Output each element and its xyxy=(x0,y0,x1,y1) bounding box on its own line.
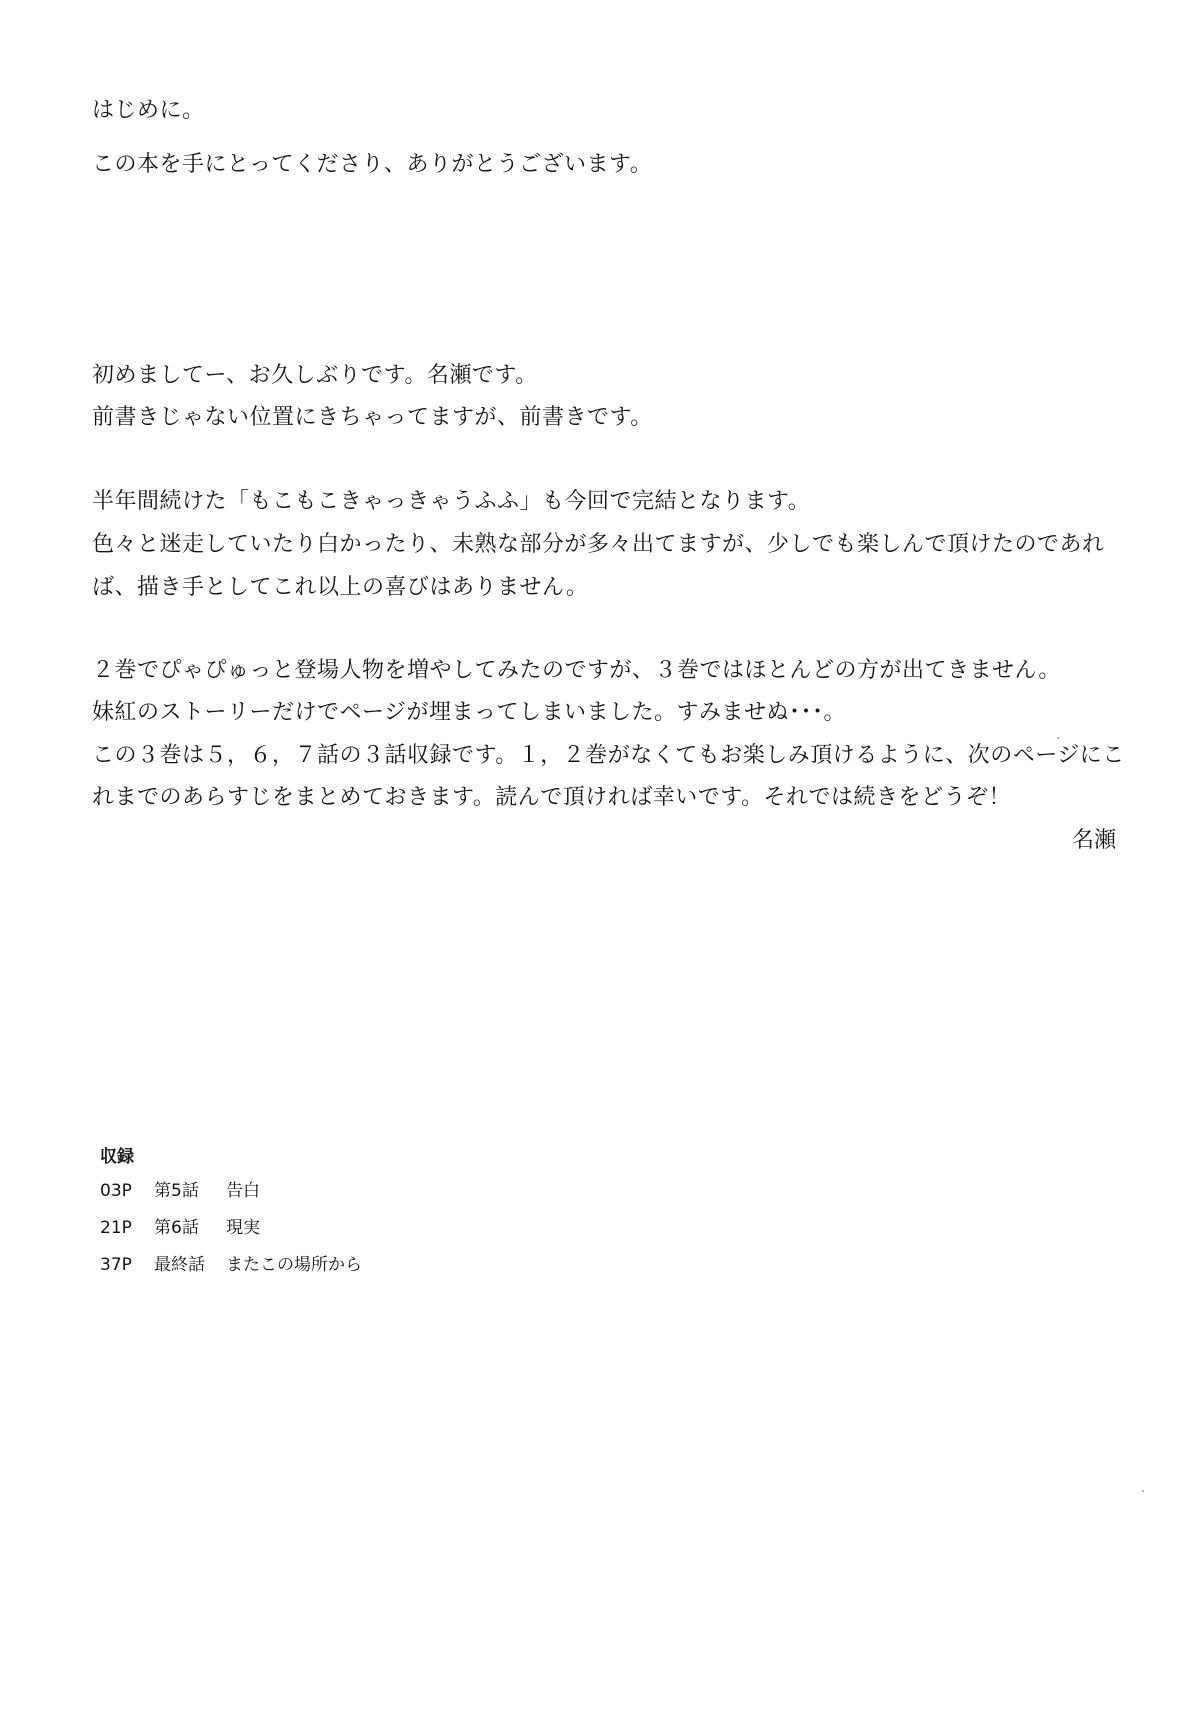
paragraph1-line-3: ば、描き手としてこれ以上の喜びはありません。 xyxy=(92,575,589,600)
paragraph2-line-4: れまでのあらすじをまとめておきます。読んで頂ければ幸いです。それでは続きをどうぞ！ xyxy=(92,785,1011,810)
contents-item-page: 37P xyxy=(100,1255,132,1275)
contents-item-title: 現実 xyxy=(226,1218,260,1238)
greeting-line-1: 初めましてー、お久しぶりです。名瀬です。 xyxy=(92,363,538,388)
intro-heading: はじめに。 xyxy=(92,98,205,123)
contents-item-episode: 第5話 xyxy=(154,1181,199,1201)
contents-item-title: またこの場所から xyxy=(226,1255,362,1275)
contents-item-page: 21P xyxy=(100,1218,132,1238)
contents-item-title: 告白 xyxy=(226,1181,260,1201)
intro-thanks: この本を手にとってくださり、ありがとうございます。 xyxy=(92,152,653,177)
paragraph2-line-3: この３巻は５，６，７話の３話収録です。１，２巻がなくてもお楽しみ頂けるように、次のページにこ xyxy=(92,743,1125,768)
paragraph2-line-2: 妹紅のストーリーだけでページが埋まってしまいました。すみませぬ･･･。 xyxy=(92,700,847,725)
paragraph1-line-1: 半年間続けた「もこもこきゃっきゃうふふ」も今回で完結となります。 xyxy=(92,489,811,514)
signature: 名瀬 xyxy=(1071,828,1116,853)
contents-item-episode: 最終話 xyxy=(154,1255,205,1275)
contents-item-page: 03P xyxy=(100,1181,132,1201)
paragraph2-line-1: ２巻でぴゃぴゅっと登場人物を増やしてみたのですが、３巻ではほとんどの方が出てきません。 xyxy=(92,658,1061,683)
paragraph1-line-2: 色々と迷走していたり白かったり、未熟な部分が多々出てますが、少しでも楽しんで頂けたのであれ xyxy=(92,532,1105,557)
scan-speck xyxy=(1057,737,1059,739)
greeting-line-2: 前書きじゃない位置にきちゃってますが、前書きです。 xyxy=(92,405,653,430)
contents-heading: 収録 xyxy=(100,1147,134,1167)
scan-speck xyxy=(1142,1490,1144,1492)
contents-item-episode: 第6話 xyxy=(154,1218,199,1238)
